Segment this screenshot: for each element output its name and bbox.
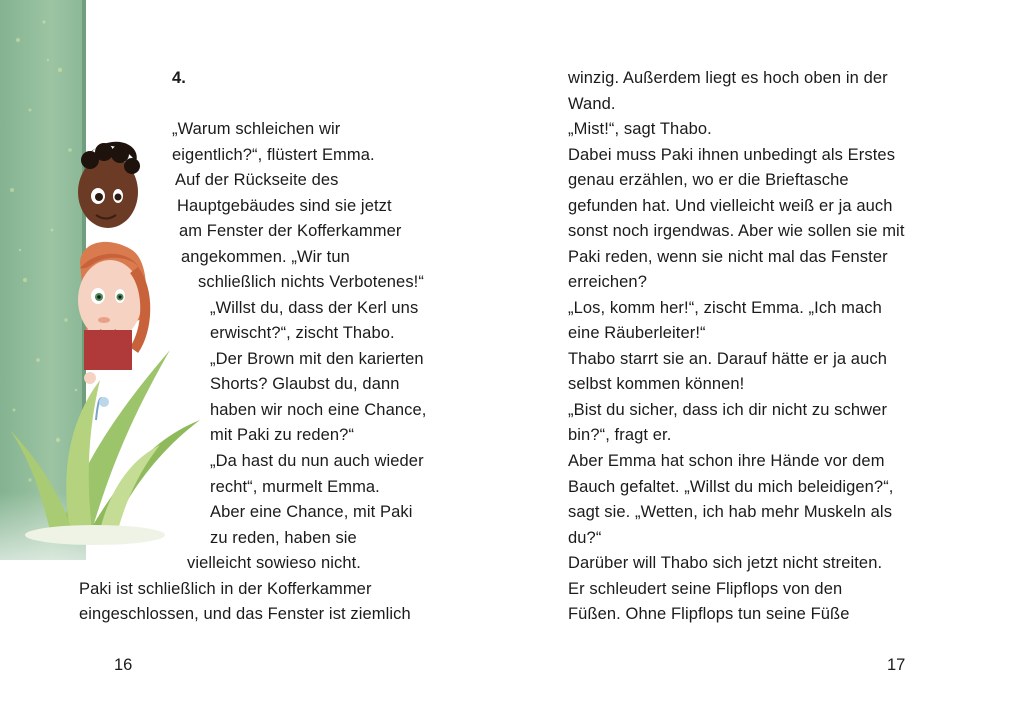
text-line: „Willst du, dass der Kerl uns [210, 299, 419, 317]
text-line: haben wir noch eine Chance, [210, 401, 427, 419]
text-line: Er schleudert seine Flipflops von den [568, 580, 843, 598]
page-number-right: 17 [887, 656, 906, 674]
text-line: Darüber will Thabo sich jetzt nicht streiten. [568, 554, 883, 572]
text-line: Paki ist schließlich in der Kofferkammer [79, 580, 372, 598]
text-line: sagt sie. „Wetten, ich hab mehr Muskeln als [568, 503, 893, 521]
text-line: angekommen. „Wir tun [181, 248, 350, 266]
text-line: Hauptgebäudes sind sie jetzt [177, 197, 392, 215]
text-line: erwischt?“, zischt Thabo. [210, 324, 395, 342]
text-line: „Warum schleichen wir [172, 120, 341, 138]
text-line: Aber Emma hat schon ihre Hände vor dem [568, 452, 885, 470]
text-line: eingeschlossen, und das Fenster ist ziemlich [79, 605, 411, 623]
text-line: „Los, komm her!“, zischt Emma. „Ich mach [568, 299, 882, 317]
text-line: Paki reden, wenn sie nicht mal das Fenster [568, 248, 888, 266]
text-line: Füßen. Ohne Flipflops tun seine Füße [568, 605, 850, 623]
text-line: genau erzählen, wo er die Brieftasche [568, 171, 849, 189]
text-line: „Mist!“, sagt Thabo. [568, 120, 712, 138]
text-line: „Da hast du nun auch wieder [210, 452, 424, 470]
text-line: eigentlich?“, flüstert Emma. [172, 146, 375, 164]
text-line: schließlich nichts Verbotenes!“ [198, 273, 424, 291]
text-line: eine Räuberleiter!“ [568, 324, 706, 342]
text-line: Thabo starrt sie an. Darauf hätte er ja auch [568, 350, 887, 368]
text-line: mit Paki zu reden?“ [210, 426, 355, 444]
text-line: Auf der Rückseite des [175, 171, 339, 189]
chapter-number: 4. [172, 69, 186, 87]
children-peeking-illustration [0, 0, 230, 600]
text-line: Bauch gefaltet. „Willst du mich beleidigen?“, [568, 478, 894, 496]
girl-character [78, 242, 146, 384]
text-line: „Der Brown mit den karierten [210, 350, 424, 368]
text-line: bin?“, fragt er. [568, 426, 672, 444]
page-number-left: 16 [114, 656, 133, 674]
text-line: winzig. Außerdem liegt es hoch oben in der [568, 69, 888, 87]
text-line: vielleicht sowieso nicht. [187, 554, 361, 572]
text-line: sonst noch irgendwas. Aber wie sollen sie mit [568, 222, 905, 240]
text-line: selbst kommen können! [568, 375, 745, 393]
text-line: Aber eine Chance, mit Paki [210, 503, 413, 521]
text-line: du?“ [568, 529, 602, 547]
text-line: erreichen? [568, 273, 647, 291]
text-line: gefunden hat. Und vielleicht weiß er ja auch [568, 197, 893, 215]
text-line: Wand. [568, 95, 616, 113]
text-line: Shorts? Glaubst du, dann [210, 375, 400, 393]
text-line: recht“, murmelt Emma. [210, 478, 380, 496]
text-line: Dabei muss Paki ihnen unbedingt als Erstes [568, 146, 896, 164]
text-line: am Fenster der Kofferkammer [179, 222, 402, 240]
text-line: „Bist du sicher, dass ich dir nicht zu schwer [568, 401, 888, 419]
boy-character [78, 142, 140, 228]
text-line: zu reden, haben sie [210, 529, 357, 547]
